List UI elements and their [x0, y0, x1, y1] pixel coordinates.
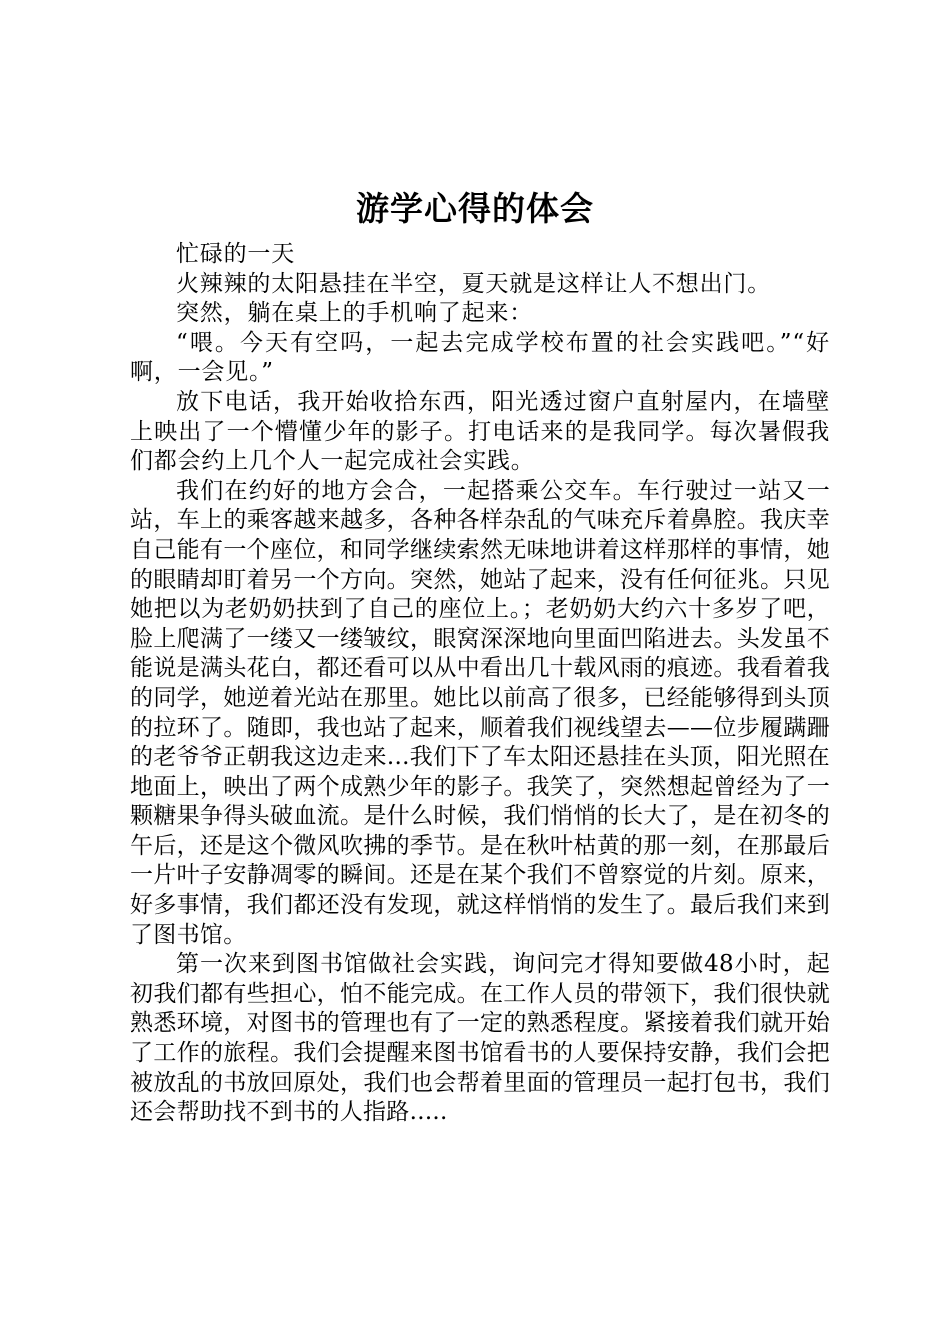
paragraph-6: 第一次来到图书馆做社会实践，询问完才得知要做48小时，起初我们都有些担心，怕不能完成。在工作人员的带领下，我们很快就熟悉环境，对图书的管理也有了一定的熟悉程度。紧接着我们就开始了工作的旅程。我们会提醒来图书馆看书的人要保持安静，我们会把被放乱的书放回原处，我们也会帮着里面的管理员一起打包书，我们还会帮助找不到书的人指路..... [130, 951, 830, 1126]
paragraph-3: “喂。今天有空吗，一起去完成学校布置的社会实践吧。”“好啊，一会见。” [130, 329, 830, 386]
paragraph-2: 突然，躺在桌上的手机响了起来： [176, 300, 533, 327]
document-title: 游学心得的体会 [356, 189, 594, 228]
document-body [130, 240, 830, 1128]
paragraph-4: 放下电话，我开始收拾东西，阳光透过窗户直射屋内，在墙壁上映出了一个懵懂少年的影子。打电话来的是我同学。每次暑假我们都会约上几个人一起完成社会实践。 [130, 388, 830, 475]
paragraph-1: 火辣辣的太阳悬挂在半空，夏天就是这样让人不想出门。 [176, 270, 771, 297]
paragraph-subtitle: 忙碌的一天 [176, 241, 295, 267]
paragraph-5: 我们在约好的地方会合，一起搭乘公交车。车行驶过一站又一站，车上的乘客越来越多，各种各样杂乱的气味充斥着鼻腔。我庆幸自己能有一个座位，和同学继续索然无味地讲着这样那样的事情，她的眼睛却盯着另一个方向。突然，她站了起来，没有任何征兆。只见她把以为老奶奶扶到了自己的座位上。；老奶奶大约六十多岁了吧，脸上爬满了一缕又一缕皱纹，眼窝深深地向里面凹陷进去。头发虽不能说是满头花白，都还看可以从中看出几十载风雨的痕迹。我看着我的同学，她逆着光站在那里。她比以前高了很多，已经能够得到头顶的拉环了。随即，我也站了起来，顺着我们视线望去——位步履蹒跚的老爷爷正朝我这边走来...我们下了车太阳还悬挂在头顶，阳光照在地面上，映出了两个成熟少年的影子。我笑了，突然想起曾经为了一颗糖果争得头破血流。是什么时候，我们悄悄的长大了，是在初冬的午后，还是这个微风吹拂的季节。是在秋叶枯黄的那一刻，在那最后一片叶子安静凋零的瞬间。还是在某个我们不曾察觉的片刻。原来，好多事情，我们都还没有发现，就这样悄悄的发生了。最后我们来到了图书馆。 [130, 477, 830, 948]
